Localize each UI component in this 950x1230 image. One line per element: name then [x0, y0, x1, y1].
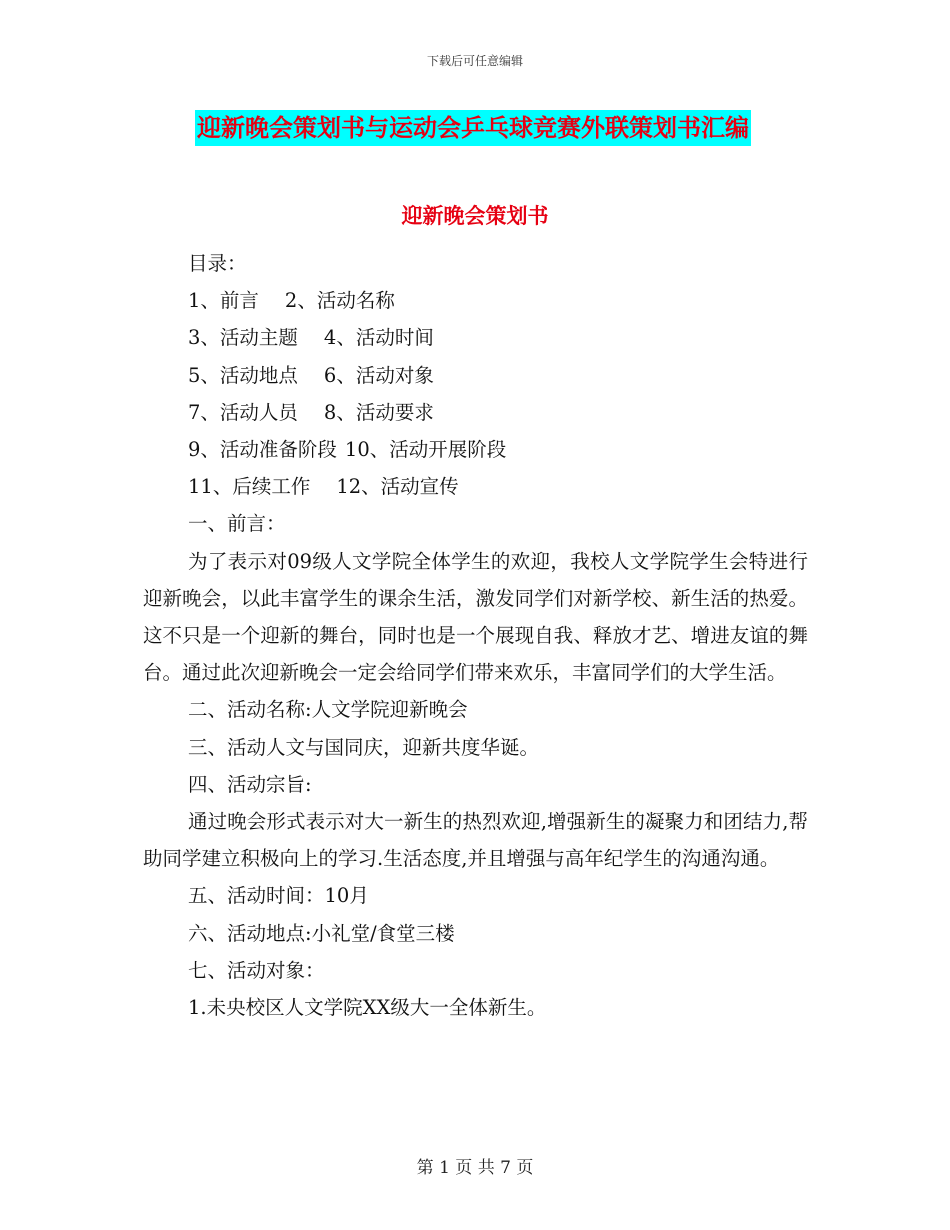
toc-item: 1、前言	[188, 289, 259, 313]
paragraph-activity-purpose: 通过晚会形式表示对大一新生的热烈欢迎,增强新生的凝聚力和团结力,帮助同学建立积极向上的学习.生活态度,并且增强与高年纪学生的沟通沟通。	[143, 810, 808, 871]
toc-heading: 目录：	[188, 252, 247, 275]
page-number: 第 1 页 共 7 页	[416, 1158, 534, 1178]
toc-item: 12、活动宣传	[336, 475, 459, 499]
section-title: 迎新晚会策划书	[401, 204, 549, 228]
toc-item: 2、活动名称	[284, 289, 395, 313]
toc-item: 7、活动人员	[188, 400, 298, 424]
heading-preface: 一、前言：	[188, 512, 286, 536]
toc-item: 8、活动要求	[323, 400, 434, 424]
list-item-audience: 1.未央校区人文学院XX级大一全体新生。	[188, 996, 547, 1020]
heading-activity-theme: 三、活动人文与国同庆，迎新共度华诞。	[188, 735, 540, 759]
toc-row	[143, 394, 808, 431]
toc-item: 4、活动时间	[323, 326, 434, 350]
toc-item: 9、活动准备阶段	[188, 438, 337, 462]
paragraph-preface: 为了表示对09级人文学院全体学生的欢迎，我校人文学院学生会特进行迎新晚会，以此丰富学生的课余生活，激发同学们对新学校、新生活的热爱。这不只是一个迎新的舞台，同时也是一个展现自我、释放才艺、增进友谊的舞台。通过此次迎新晚会一定会给同学们带来欢乐，丰富同学们的大学生活。	[143, 549, 808, 685]
heading-activity-time: 五、活动时间：10月	[188, 884, 369, 908]
toc-item: 3、活动主题	[188, 326, 298, 350]
heading-activity-name: 二、活动名称:人文学院迎新晚会	[188, 698, 468, 722]
toc-item: 6、活动对象	[323, 363, 434, 387]
toc-row	[143, 282, 808, 319]
page-header-note: 下载后可任意编辑	[426, 54, 523, 68]
toc-row	[143, 431, 808, 468]
toc-item: 5、活动地点	[188, 363, 298, 387]
toc-row	[143, 357, 808, 394]
toc-row	[143, 468, 808, 505]
heading-activity-purpose: 四、活动宗旨:	[188, 772, 312, 796]
heading-activity-audience: 七、活动对象：	[188, 958, 325, 982]
toc-item: 11、后续工作	[188, 475, 311, 499]
document-title: 迎新晚会策划书与运动会乒乓球竞赛外联策划书汇编	[195, 110, 751, 146]
toc-row	[143, 319, 808, 356]
toc-item: 10、活动开展阶段	[344, 438, 507, 462]
heading-activity-location: 六、活动地点:小礼堂/食堂三楼	[188, 921, 455, 945]
document-body	[143, 245, 808, 1026]
